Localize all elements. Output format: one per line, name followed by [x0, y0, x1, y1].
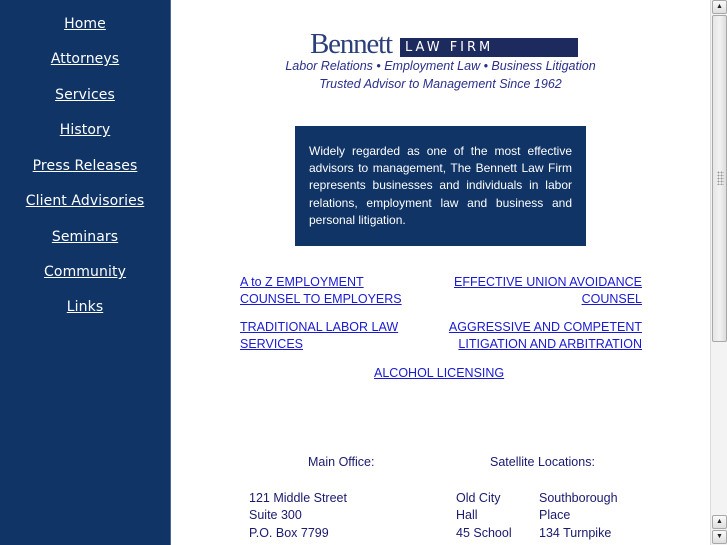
- service-link-alcohol-licensing[interactable]: ALCOHOL LICENSING: [374, 366, 505, 380]
- scrollbar-thumb[interactable]: [712, 15, 727, 342]
- service-link-litigation[interactable]: AGGRESSIVE AND COMPETENT LITIGATION AND ARBITRATION: [448, 320, 642, 352]
- main-office-address: [249, 490, 347, 542]
- practice-tagline: Labor Relations • Employment Law • Business Litigation: [285, 59, 596, 73]
- address-line: 134 Turnpike: [539, 525, 612, 540]
- scroll-up-button[interactable]: [712, 515, 727, 529]
- address-line: Old City: [456, 491, 501, 505]
- service-link-labor-law[interactable]: TRADITIONAL LABOR LAW SERVICES: [240, 320, 399, 352]
- since-tagline: Trusted Advisor to Management Since 1962: [319, 77, 562, 91]
- vertical-scrollbar[interactable]: [710, 0, 727, 545]
- main-content: [171, 0, 710, 545]
- sidebar-nav: [0, 0, 171, 545]
- main-office-heading: Main Office:: [308, 455, 375, 469]
- nav-link-client-advisories[interactable]: Client Advisories: [25, 193, 145, 209]
- address-line: Suite 300: [249, 508, 302, 523]
- address-line: Place: [539, 508, 571, 523]
- logo-suffix: LAW FIRM: [400, 38, 578, 57]
- arrow-down-icon: ▼: [716, 533, 723, 540]
- arrow-up-icon: ▲: [716, 3, 723, 10]
- firm-logo[interactable]: [310, 30, 580, 60]
- address-line: 45 School: [456, 525, 512, 540]
- grip-icon: [717, 171, 724, 185]
- scroll-down-button[interactable]: [712, 530, 727, 544]
- logo-name: Bennett: [310, 28, 392, 60]
- satellite-heading: Satellite Locations:: [490, 455, 595, 469]
- nav-link-home[interactable]: Home: [64, 16, 106, 32]
- nav-link-services[interactable]: Services: [55, 87, 115, 103]
- intro-box: Widely regarded as one of the most effective advisors to management, The Bennett Law Firm represents businesses and individuals in labor relations, employment law and business and personal litigation.: [295, 126, 586, 246]
- nav-link-links[interactable]: Links: [66, 299, 104, 315]
- nav-link-community[interactable]: Community: [44, 264, 126, 280]
- service-link-union-avoidance[interactable]: EFFECTIVE UNION AVOIDANCE COUNSEL: [454, 275, 642, 307]
- nav-link-attorneys[interactable]: Attorneys: [50, 51, 120, 67]
- address-line: Southborough: [539, 491, 618, 505]
- nav-link-press-releases[interactable]: Press Releases: [32, 158, 138, 174]
- arrow-up-icon: ▲: [716, 518, 723, 525]
- service-link-employment-counsel[interactable]: A to Z EMPLOYMENT COUNSEL TO EMPLOYERS: [240, 275, 402, 307]
- scroll-up-top-button[interactable]: [712, 0, 727, 14]
- satellite-address-southborough: [539, 490, 618, 542]
- address-line: Hall: [456, 508, 478, 523]
- address-line: P.O. Box 7799: [249, 525, 329, 540]
- address-line: 121 Middle Street: [249, 491, 347, 505]
- nav-link-history[interactable]: History: [59, 122, 111, 138]
- satellite-address-old-city: [456, 490, 512, 542]
- nav-link-seminars[interactable]: Seminars: [51, 229, 119, 245]
